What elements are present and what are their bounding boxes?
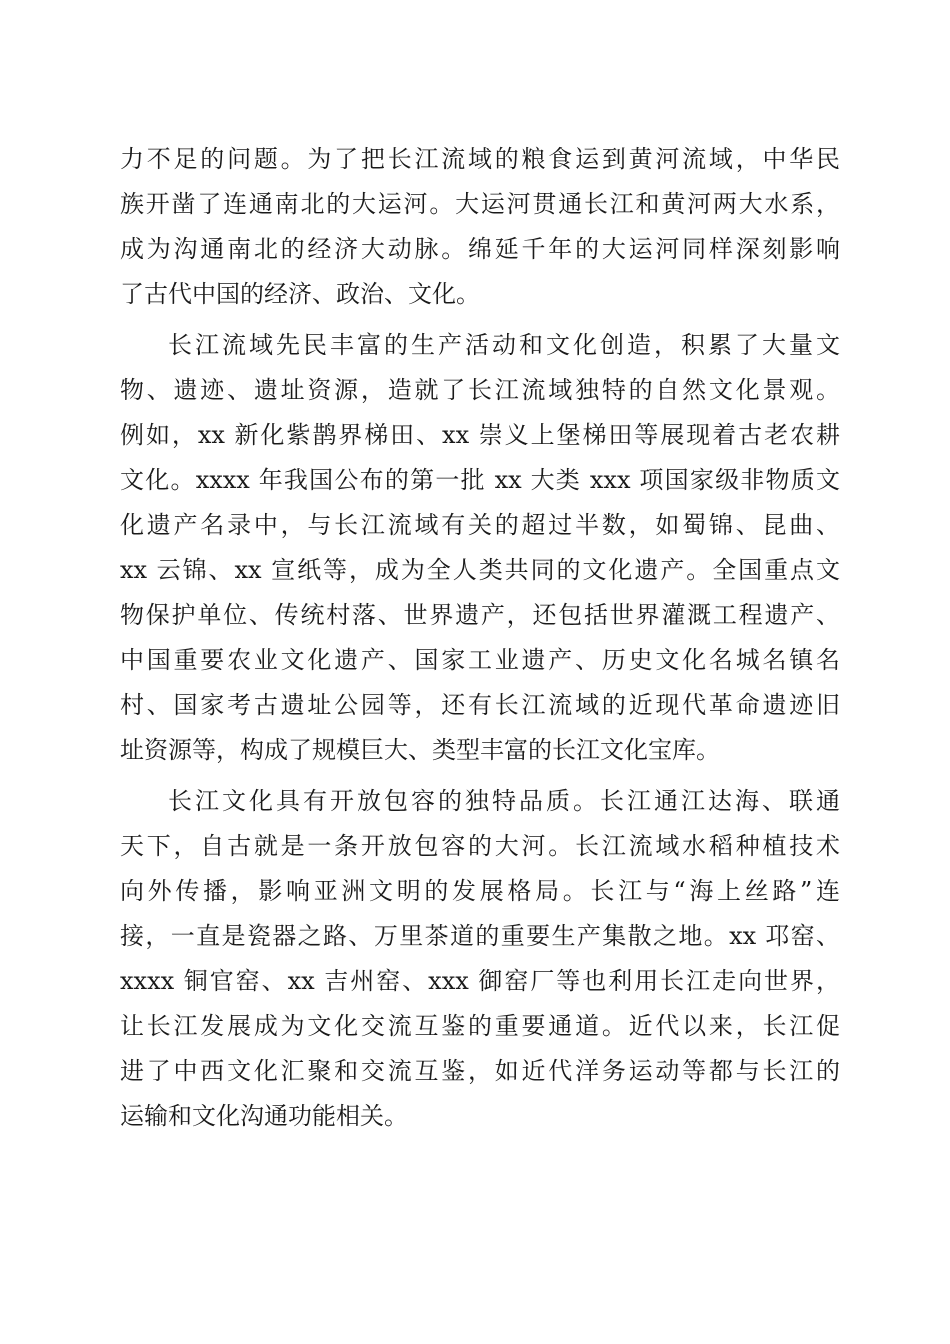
paragraph <box>120 137 840 317</box>
text-line: 进了中西文化汇聚和交流互鉴，如近代洋务运动等都与长江的 <box>120 1057 840 1085</box>
text-line: 了古代中国的经济、政治、文化。 <box>120 280 480 308</box>
text-line: 力不足的问题。为了把长江流域的粮食运到黄河流域，中华民 <box>120 145 840 173</box>
text-line: xx 云锦、xx 宣纸等，成为全人类共同的文化遗产。全国重点文 <box>120 556 840 584</box>
text-line: 物保护单位、传统村落、世界遗产，还包括世界灌溉工程遗产、 <box>120 601 840 629</box>
document-body <box>120 137 840 1139</box>
text-line: 成为沟通南北的经济大动脉。绵延千年的大运河同样深刻影响 <box>120 235 840 263</box>
text-line: 村、国家考古遗址公园等，还有长江流域的近现代革命遗迹旧 <box>120 691 840 719</box>
text-line: 物、遗迹、遗址资源，造就了长江流域独特的自然文化景观。 <box>120 376 840 404</box>
text-line: 让长江发展成为文化交流互鉴的重要通道。近代以来，长江促 <box>120 1012 840 1040</box>
text-line: 长江流域先民丰富的生产活动和文化创造，积累了大量文 <box>168 331 840 359</box>
text-line: 向外传播，影响亚洲文明的发展格局。长江与“海上丝路”连 <box>120 877 840 905</box>
paragraph <box>120 323 840 773</box>
paragraph <box>120 779 840 1139</box>
text-line: 长江文化具有开放包容的独特品质。长江通江达海、联通 <box>168 787 840 815</box>
text-line: 中国重要农业文化遗产、国家工业遗产、历史文化名城名镇名 <box>120 646 840 674</box>
text-line: 例如，xx 新化紫鹊界梯田、xx 崇义上堡梯田等展现着古老农耕 <box>120 421 840 449</box>
text-line: 化遗产名录中，与长江流域有关的超过半数，如蜀锦、昆曲、 <box>120 511 840 539</box>
text-line: xxxx 铜官窑、xx 吉州窑、xxx 御窑厂等也利用长江走向世界， <box>120 967 840 995</box>
text-line: 运输和文化沟通功能相关。 <box>120 1102 408 1130</box>
text-line: 址资源等，构成了规模巨大、类型丰富的长江文化宝库。 <box>120 736 720 764</box>
text-line: 天下，自古就是一条开放包容的大河。长江流域水稻种植技术 <box>120 832 840 860</box>
text-line: 文化。xxxx 年我国公布的第一批 xx 大类 xxx 项国家级非物质文 <box>120 466 840 494</box>
text-line: 族开凿了连通南北的大运河。大运河贯通长江和黄河两大水系， <box>120 190 840 218</box>
text-line: 接，一直是瓷器之路、万里茶道的重要生产集散之地。xx 邛窑、 <box>120 922 840 950</box>
